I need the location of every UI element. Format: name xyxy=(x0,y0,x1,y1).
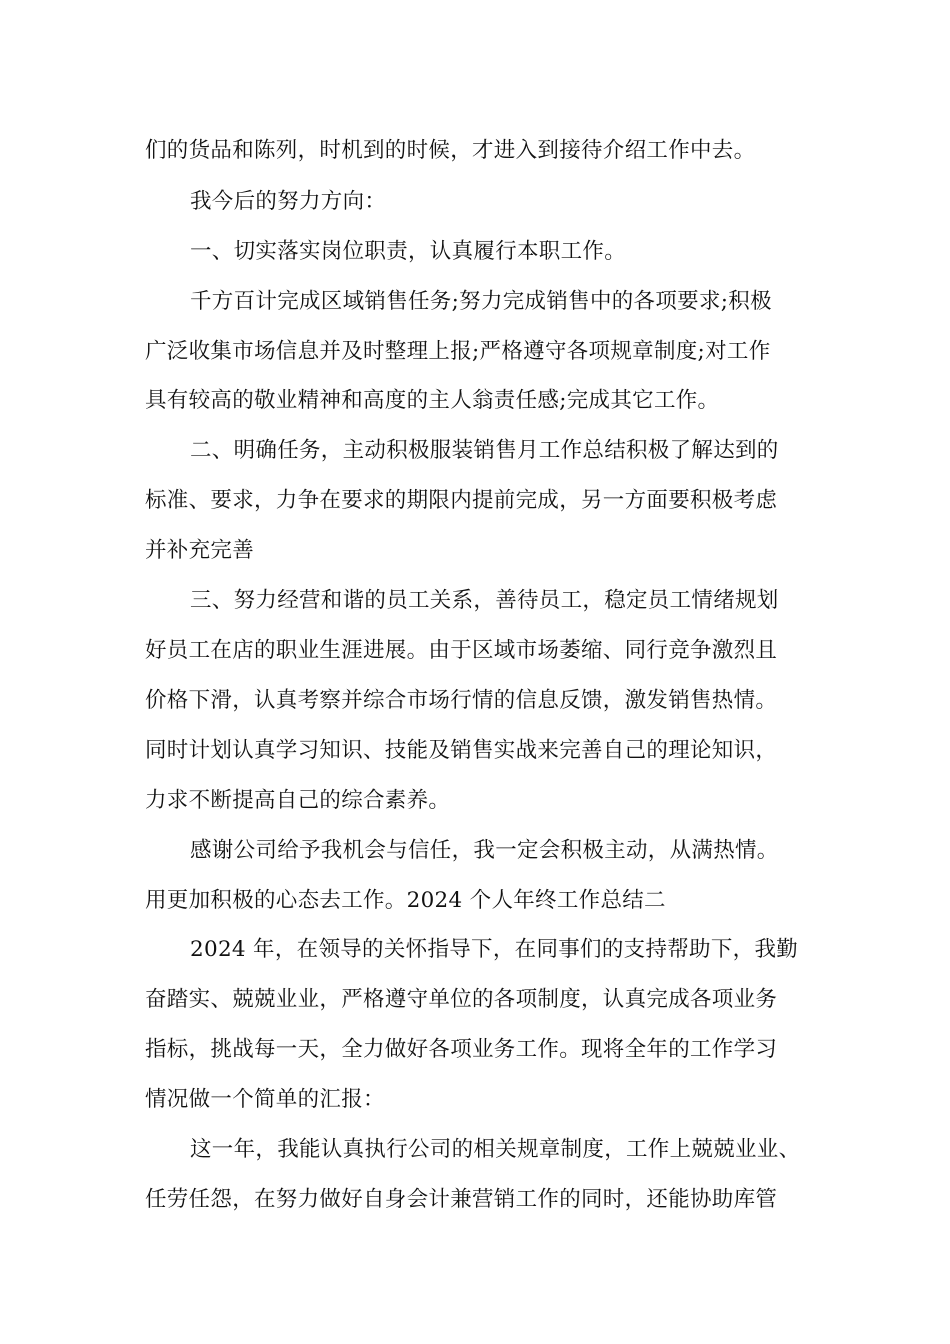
text-line: 标准、要求，力争在要求的期限内提前完成，另一方面要积极考虑 xyxy=(145,488,778,513)
text-line: 同时计划认真学习知识、技能及销售实战来完善自己的理论知识， xyxy=(145,738,778,763)
text-line: 指标，挑战每一天，全力做好各项业务工作。现将全年的工作学习 xyxy=(145,1037,778,1062)
text-line: 用更加积极的心态去工作。2024 个人年终工作总结二 xyxy=(145,888,666,913)
text-line: 具有较高的敬业精神和高度的主人翁责任感;完成其它工作。 xyxy=(145,388,720,413)
text-line: 奋踏实、兢兢业业，严格遵守单位的各项制度，认真完成各项业务 xyxy=(145,987,778,1012)
text-line: 力求不断提高自己的综合素养。 xyxy=(145,788,451,813)
text-line: 三、努力经营和谐的员工关系，善待员工，稳定员工情绪规划 xyxy=(190,588,779,613)
text-line: 感谢公司给予我机会与信任，我一定会积极主动，从满热情。 xyxy=(190,838,779,863)
text-line: 千方百计完成区域销售任务;努力完成销售中的各项要求;积极 xyxy=(190,289,772,314)
text-line: 价格下滑，认真考察并综合市场行情的信息反馈，激发销售热情。 xyxy=(145,688,778,713)
text-line: 好员工在店的职业生涯进展。由于区域市场萎缩、同行竞争激烈且 xyxy=(145,638,778,663)
text-line: 2024 年，在领导的关怀指导下，在同事们的支持帮助下，我勤 xyxy=(190,937,799,962)
text-line: 情况做一个简单的汇报： xyxy=(145,1087,385,1112)
text-line: 我今后的努力方向： xyxy=(190,189,387,214)
text-line: 并补充完善 xyxy=(145,538,255,563)
text-line: 任劳任怨，在努力做好自身会计兼营销工作的同时，还能协助库管 xyxy=(145,1187,778,1212)
text-line: 们的货品和陈列，时机到的时候，才进入到接待介绍工作中去。 xyxy=(145,138,756,163)
text-line: 一、切实落实岗位职责，认真履行本职工作。 xyxy=(190,239,627,264)
text-line: 二、明确任务，主动积极服装销售月工作总结积极了解达到的 xyxy=(190,438,779,463)
text-line: 广泛收集市场信息并及时整理上报;严格遵守各项规章制度;对工作 xyxy=(145,339,771,364)
text-line: 这一年，我能认真执行公司的相关规章制度，工作上兢兢业业、 xyxy=(190,1137,801,1162)
